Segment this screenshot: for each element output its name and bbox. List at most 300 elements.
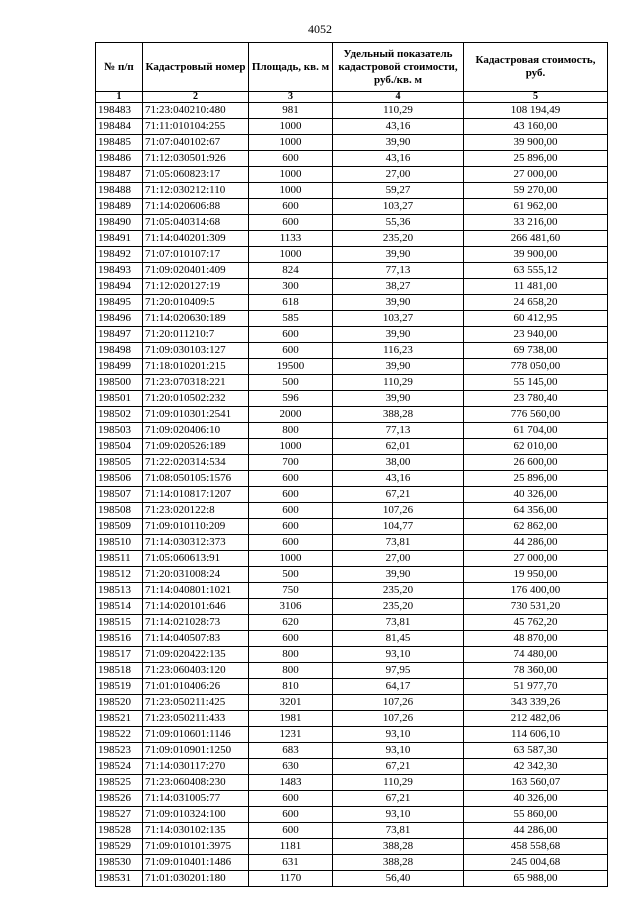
table-row: [96, 119, 608, 135]
table-row: [96, 183, 608, 199]
cadastral-number-cell: 71:20:031008:24: [143, 567, 249, 583]
table-row: [96, 791, 608, 807]
cadastral-number-cell: 71:14:030312:373: [143, 535, 249, 551]
area-cell: 1000: [249, 119, 333, 135]
row-number-cell: 198526: [96, 791, 143, 807]
specific-rate-cell: 107,26: [333, 503, 464, 519]
cadastral-cost-cell: 33 216,00: [464, 215, 608, 231]
cadastral-number-cell: 71:12:030501:926: [143, 151, 249, 167]
table-row: [96, 807, 608, 823]
row-number-cell: 198494: [96, 279, 143, 295]
cadastral-cost-cell: 176 400,00: [464, 583, 608, 599]
table-row: [96, 743, 608, 759]
row-number-cell: 198505: [96, 455, 143, 471]
cadastral-number-cell: 71:14:010817:1207: [143, 487, 249, 503]
area-cell: 800: [249, 647, 333, 663]
specific-rate-cell: 73,81: [333, 823, 464, 839]
cadastral-number-cell: 71:09:030103:127: [143, 343, 249, 359]
specific-rate-cell: 27,00: [333, 167, 464, 183]
cadastral-number-cell: 71:07:040102:67: [143, 135, 249, 151]
row-number-cell: 198524: [96, 759, 143, 775]
cadastral-cost-cell: 25 896,00: [464, 471, 608, 487]
specific-rate-cell: 116,23: [333, 343, 464, 359]
table-row: [96, 103, 608, 119]
row-number-cell: 198508: [96, 503, 143, 519]
specific-rate-cell: 110,29: [333, 103, 464, 119]
specific-rate-cell: 56,40: [333, 871, 464, 887]
cadastral-number-cell: 71:09:010324:100: [143, 807, 249, 823]
specific-rate-cell: 39,90: [333, 391, 464, 407]
column-number: 2: [143, 92, 249, 103]
cadastral-cost-cell: 74 480,00: [464, 647, 608, 663]
cadastral-number-cell: 71:20:010502:232: [143, 391, 249, 407]
cadastral-number-cell: 71:14:030102:135: [143, 823, 249, 839]
row-number-cell: 198490: [96, 215, 143, 231]
cadastral-cost-cell: 44 286,00: [464, 823, 608, 839]
area-cell: 596: [249, 391, 333, 407]
cadastral-number-cell: 71:23:070318:221: [143, 375, 249, 391]
area-cell: 600: [249, 487, 333, 503]
row-number-cell: 198484: [96, 119, 143, 135]
specific-rate-cell: 107,26: [333, 695, 464, 711]
area-cell: 700: [249, 455, 333, 471]
table-row: [96, 487, 608, 503]
specific-rate-cell: 77,13: [333, 423, 464, 439]
cadastral-number-cell: 71:14:040801:1021: [143, 583, 249, 599]
table-row: [96, 167, 608, 183]
table-row: [96, 855, 608, 871]
cadastral-cost-cell: 42 342,30: [464, 759, 608, 775]
specific-rate-cell: 93,10: [333, 727, 464, 743]
table-row: [96, 215, 608, 231]
table-row: [96, 711, 608, 727]
cadastral-cost-cell: 19 950,00: [464, 567, 608, 583]
row-number-cell: 198518: [96, 663, 143, 679]
cadastral-number-cell: 71:14:020630:189: [143, 311, 249, 327]
area-cell: 683: [249, 743, 333, 759]
cadastral-cost-cell: 23 940,00: [464, 327, 608, 343]
specific-rate-cell: 43,16: [333, 119, 464, 135]
cadastral-cost-cell: 212 482,06: [464, 711, 608, 727]
area-cell: 981: [249, 103, 333, 119]
cadastral-cost-cell: 44 286,00: [464, 535, 608, 551]
specific-rate-cell: 73,81: [333, 615, 464, 631]
area-cell: 2000: [249, 407, 333, 423]
area-cell: 600: [249, 823, 333, 839]
row-number-cell: 198493: [96, 263, 143, 279]
specific-rate-cell: 59,27: [333, 183, 464, 199]
page-number: 4052: [308, 22, 332, 36]
specific-rate-cell: 38,27: [333, 279, 464, 295]
area-cell: 1000: [249, 135, 333, 151]
area-cell: 600: [249, 535, 333, 551]
row-number-cell: 198525: [96, 775, 143, 791]
row-number-cell: 198517: [96, 647, 143, 663]
table-body: [96, 103, 608, 887]
area-cell: 600: [249, 151, 333, 167]
table-row: [96, 695, 608, 711]
specific-rate-cell: 39,90: [333, 567, 464, 583]
specific-rate-cell: 103,27: [333, 311, 464, 327]
cadastral-number-cell: 71:12:030212:110: [143, 183, 249, 199]
area-cell: 500: [249, 375, 333, 391]
row-number-cell: 198502: [96, 407, 143, 423]
cadastral-number-cell: 71:18:010201:215: [143, 359, 249, 375]
cadastral-number-cell: 71:14:020101:646: [143, 599, 249, 615]
area-cell: 600: [249, 471, 333, 487]
table-row: [96, 535, 608, 551]
column-number: 3: [249, 92, 333, 103]
specific-rate-cell: 67,21: [333, 487, 464, 503]
cadastral-number-cell: 71:22:020314:534: [143, 455, 249, 471]
cadastral-number-cell: 71:14:021028:73: [143, 615, 249, 631]
row-number-cell: 198521: [96, 711, 143, 727]
cadastral-number-cell: 71:09:020406:10: [143, 423, 249, 439]
row-number-cell: 198510: [96, 535, 143, 551]
row-number-cell: 198495: [96, 295, 143, 311]
specific-rate-cell: 81,45: [333, 631, 464, 647]
cadastral-cost-cell: 43 160,00: [464, 119, 608, 135]
cadastral-cost-cell: 63 587,30: [464, 743, 608, 759]
header-specific-rate: Удельный показатель кадастровой стоимости, руб./кв. м: [333, 43, 464, 92]
table-row: [96, 823, 608, 839]
area-cell: 3201: [249, 695, 333, 711]
specific-rate-cell: 103,27: [333, 199, 464, 215]
table-row: [96, 471, 608, 487]
cadastral-cost-cell: 51 977,70: [464, 679, 608, 695]
table-row: [96, 775, 608, 791]
table-row: [96, 247, 608, 263]
table-row: [96, 231, 608, 247]
specific-rate-cell: 77,13: [333, 263, 464, 279]
cadastral-number-cell: 71:11:010104:255: [143, 119, 249, 135]
cadastral-cost-cell: 64 356,00: [464, 503, 608, 519]
area-cell: 600: [249, 519, 333, 535]
cadastral-cost-cell: 61 962,00: [464, 199, 608, 215]
table-row: [96, 391, 608, 407]
row-number-cell: 198492: [96, 247, 143, 263]
row-number-cell: 198523: [96, 743, 143, 759]
cadastral-number-cell: 71:23:060403:120: [143, 663, 249, 679]
specific-rate-cell: 67,21: [333, 791, 464, 807]
row-number-cell: 198497: [96, 327, 143, 343]
specific-rate-cell: 67,21: [333, 759, 464, 775]
cadastral-number-cell: 71:23:050211:433: [143, 711, 249, 727]
area-cell: 585: [249, 311, 333, 327]
specific-rate-cell: 38,00: [333, 455, 464, 471]
cadastral-cost-cell: 39 900,00: [464, 135, 608, 151]
cadastral-number-cell: 71:14:040507:83: [143, 631, 249, 647]
area-cell: 19500: [249, 359, 333, 375]
table-row: [96, 759, 608, 775]
table-row: [96, 135, 608, 151]
header-cadastral-number: Кадастровый номер: [143, 43, 249, 92]
cadastral-table: [95, 42, 608, 887]
specific-rate-cell: 104,77: [333, 519, 464, 535]
table-row: [96, 599, 608, 615]
table-row: [96, 359, 608, 375]
cadastral-cost-cell: 730 531,20: [464, 599, 608, 615]
area-cell: 600: [249, 343, 333, 359]
cadastral-number-cell: 71:07:010107:17: [143, 247, 249, 263]
cadastral-cost-cell: 23 780,40: [464, 391, 608, 407]
table-row: [96, 551, 608, 567]
table-row: [96, 279, 608, 295]
area-cell: 800: [249, 663, 333, 679]
specific-rate-cell: 235,20: [333, 599, 464, 615]
cadastral-number-cell: 71:05:060823:17: [143, 167, 249, 183]
cadastral-cost-cell: 59 270,00: [464, 183, 608, 199]
area-cell: 1181: [249, 839, 333, 855]
column-number: 1: [96, 92, 143, 103]
header-area: Площадь, кв. м: [249, 43, 333, 92]
cadastral-number-cell: 71:08:050105:1576: [143, 471, 249, 487]
area-cell: 600: [249, 503, 333, 519]
table-row: [96, 727, 608, 743]
area-cell: 824: [249, 263, 333, 279]
specific-rate-cell: 93,10: [333, 807, 464, 823]
area-cell: 620: [249, 615, 333, 631]
cadastral-cost-cell: 27 000,00: [464, 167, 608, 183]
cadastral-cost-cell: 48 870,00: [464, 631, 608, 647]
row-number-cell: 198513: [96, 583, 143, 599]
area-cell: 600: [249, 631, 333, 647]
cadastral-cost-cell: 61 704,00: [464, 423, 608, 439]
specific-rate-cell: 110,29: [333, 775, 464, 791]
cadastral-number-cell: 71:20:011210:7: [143, 327, 249, 343]
area-cell: 600: [249, 791, 333, 807]
area-cell: 630: [249, 759, 333, 775]
area-cell: 1133: [249, 231, 333, 247]
cadastral-number-cell: 71:14:030117:270: [143, 759, 249, 775]
area-cell: 631: [249, 855, 333, 871]
table-header-row: [96, 43, 608, 92]
cadastral-cost-cell: 26 600,00: [464, 455, 608, 471]
table-row: [96, 343, 608, 359]
row-number-cell: 198501: [96, 391, 143, 407]
cadastral-number-cell: 71:23:060408:230: [143, 775, 249, 791]
cadastral-number-cell: 71:09:010110:209: [143, 519, 249, 535]
specific-rate-cell: 64,17: [333, 679, 464, 695]
specific-rate-cell: 39,90: [333, 135, 464, 151]
area-cell: 1000: [249, 183, 333, 199]
cadastral-cost-cell: 65 988,00: [464, 871, 608, 887]
table-row: [96, 407, 608, 423]
cadastral-cost-cell: 266 481,60: [464, 231, 608, 247]
row-number-cell: 198529: [96, 839, 143, 855]
area-cell: 1000: [249, 439, 333, 455]
row-number-cell: 198528: [96, 823, 143, 839]
table-row: [96, 647, 608, 663]
cadastral-number-cell: 71:09:020422:135: [143, 647, 249, 663]
specific-rate-cell: 93,10: [333, 743, 464, 759]
row-number-cell: 198485: [96, 135, 143, 151]
table-row: [96, 455, 608, 471]
row-number-cell: 198520: [96, 695, 143, 711]
row-number-cell: 198527: [96, 807, 143, 823]
area-cell: 1231: [249, 727, 333, 743]
table-row: [96, 151, 608, 167]
cadastral-cost-cell: 776 560,00: [464, 407, 608, 423]
area-cell: 300: [249, 279, 333, 295]
cadastral-number-cell: 71:05:060613:91: [143, 551, 249, 567]
specific-rate-cell: 235,20: [333, 231, 464, 247]
area-cell: 1000: [249, 167, 333, 183]
row-number-cell: 198514: [96, 599, 143, 615]
specific-rate-cell: 388,28: [333, 855, 464, 871]
area-cell: 3106: [249, 599, 333, 615]
cadastral-number-cell: 71:12:020127:19: [143, 279, 249, 295]
cadastral-number-cell: 71:01:030201:180: [143, 871, 249, 887]
table-row: [96, 199, 608, 215]
specific-rate-cell: 235,20: [333, 583, 464, 599]
cadastral-number-cell: 71:23:040210:480: [143, 103, 249, 119]
specific-rate-cell: 27,00: [333, 551, 464, 567]
header-cadastral-cost: Кадастровая стоимость, руб.: [464, 43, 608, 92]
area-cell: 800: [249, 423, 333, 439]
table-row: [96, 311, 608, 327]
column-number: 4: [333, 92, 464, 103]
specific-rate-cell: 97,95: [333, 663, 464, 679]
row-number-cell: 198515: [96, 615, 143, 631]
cadastral-number-cell: 71:14:040201:309: [143, 231, 249, 247]
area-cell: 1000: [249, 247, 333, 263]
specific-rate-cell: 110,29: [333, 375, 464, 391]
table-row: [96, 503, 608, 519]
area-cell: 1483: [249, 775, 333, 791]
row-number-cell: 198509: [96, 519, 143, 535]
cadastral-number-cell: 71:20:010409:5: [143, 295, 249, 311]
cadastral-cost-cell: 245 004,68: [464, 855, 608, 871]
cadastral-cost-cell: 343 339,26: [464, 695, 608, 711]
table-row: [96, 679, 608, 695]
cadastral-cost-cell: 62 862,00: [464, 519, 608, 535]
cadastral-number-cell: 71:09:020526:189: [143, 439, 249, 455]
table-row: [96, 871, 608, 887]
area-cell: 618: [249, 295, 333, 311]
row-number-cell: 198503: [96, 423, 143, 439]
cadastral-cost-cell: 40 326,00: [464, 487, 608, 503]
cadastral-cost-cell: 78 360,00: [464, 663, 608, 679]
specific-rate-cell: 388,28: [333, 839, 464, 855]
cadastral-number-cell: 71:09:010901:1250: [143, 743, 249, 759]
area-cell: 750: [249, 583, 333, 599]
row-number-cell: 198488: [96, 183, 143, 199]
row-number-cell: 198512: [96, 567, 143, 583]
cadastral-cost-cell: 114 606,10: [464, 727, 608, 743]
table-row: [96, 295, 608, 311]
cadastral-number-cell: 71:09:010301:2541: [143, 407, 249, 423]
cadastral-cost-cell: 69 738,00: [464, 343, 608, 359]
cadastral-number-cell: 71:05:040314:68: [143, 215, 249, 231]
area-cell: 600: [249, 327, 333, 343]
table-row: [96, 663, 608, 679]
cadastral-cost-cell: 27 000,00: [464, 551, 608, 567]
specific-rate-cell: 39,90: [333, 247, 464, 263]
area-cell: 500: [249, 567, 333, 583]
table-row: [96, 567, 608, 583]
cadastral-number-cell: 71:09:020401:409: [143, 263, 249, 279]
cadastral-cost-cell: 25 896,00: [464, 151, 608, 167]
specific-rate-cell: 388,28: [333, 407, 464, 423]
row-number-cell: 198511: [96, 551, 143, 567]
table-row: [96, 423, 608, 439]
table-row: [96, 519, 608, 535]
row-number-cell: 198498: [96, 343, 143, 359]
specific-rate-cell: 39,90: [333, 327, 464, 343]
header-row-number: № п/п: [96, 43, 143, 92]
specific-rate-cell: 43,16: [333, 151, 464, 167]
table-row: [96, 439, 608, 455]
cadastral-cost-cell: 39 900,00: [464, 247, 608, 263]
cadastral-number-cell: 71:09:010601:1146: [143, 727, 249, 743]
specific-rate-cell: 55,36: [333, 215, 464, 231]
row-number-cell: 198489: [96, 199, 143, 215]
row-number-cell: 198491: [96, 231, 143, 247]
table-row: [96, 375, 608, 391]
area-cell: 1000: [249, 551, 333, 567]
table-row: [96, 263, 608, 279]
cadastral-cost-cell: 458 558,68: [464, 839, 608, 855]
row-number-cell: 198507: [96, 487, 143, 503]
area-cell: 1981: [249, 711, 333, 727]
column-number: 5: [464, 92, 608, 103]
specific-rate-cell: 93,10: [333, 647, 464, 663]
row-number-cell: 198496: [96, 311, 143, 327]
cadastral-cost-cell: 108 194,49: [464, 103, 608, 119]
table-row: [96, 615, 608, 631]
cadastral-cost-cell: 63 555,12: [464, 263, 608, 279]
row-number-cell: 198486: [96, 151, 143, 167]
row-number-cell: 198519: [96, 679, 143, 695]
area-cell: 600: [249, 199, 333, 215]
cadastral-number-cell: 71:09:010401:1486: [143, 855, 249, 871]
cadastral-number-cell: 71:14:020606:88: [143, 199, 249, 215]
area-cell: 1170: [249, 871, 333, 887]
row-number-cell: 198500: [96, 375, 143, 391]
table-row: [96, 839, 608, 855]
cadastral-number-cell: 71:23:050211:425: [143, 695, 249, 711]
cadastral-cost-cell: 40 326,00: [464, 791, 608, 807]
cadastral-number-cell: 71:23:020122:8: [143, 503, 249, 519]
cadastral-cost-cell: 11 481,00: [464, 279, 608, 295]
row-number-cell: 198483: [96, 103, 143, 119]
cadastral-cost-cell: 778 050,00: [464, 359, 608, 375]
column-number-row: [96, 92, 608, 103]
cadastral-number-cell: 71:01:010406:26: [143, 679, 249, 695]
specific-rate-cell: 39,90: [333, 295, 464, 311]
cadastral-cost-cell: 62 010,00: [464, 439, 608, 455]
area-cell: 600: [249, 215, 333, 231]
cadastral-cost-cell: 55 145,00: [464, 375, 608, 391]
row-number-cell: 198504: [96, 439, 143, 455]
row-number-cell: 198499: [96, 359, 143, 375]
row-number-cell: 198531: [96, 871, 143, 887]
row-number-cell: 198522: [96, 727, 143, 743]
cadastral-number-cell: 71:14:031005:77: [143, 791, 249, 807]
cadastral-cost-cell: 163 560,07: [464, 775, 608, 791]
cadastral-number-cell: 71:09:010101:3975: [143, 839, 249, 855]
specific-rate-cell: 62,01: [333, 439, 464, 455]
row-number-cell: 198516: [96, 631, 143, 647]
row-number-cell: 198530: [96, 855, 143, 871]
specific-rate-cell: 107,26: [333, 711, 464, 727]
cadastral-cost-cell: 60 412,95: [464, 311, 608, 327]
area-cell: 600: [249, 807, 333, 823]
table-row: [96, 327, 608, 343]
specific-rate-cell: 39,90: [333, 359, 464, 375]
cadastral-cost-cell: 55 860,00: [464, 807, 608, 823]
